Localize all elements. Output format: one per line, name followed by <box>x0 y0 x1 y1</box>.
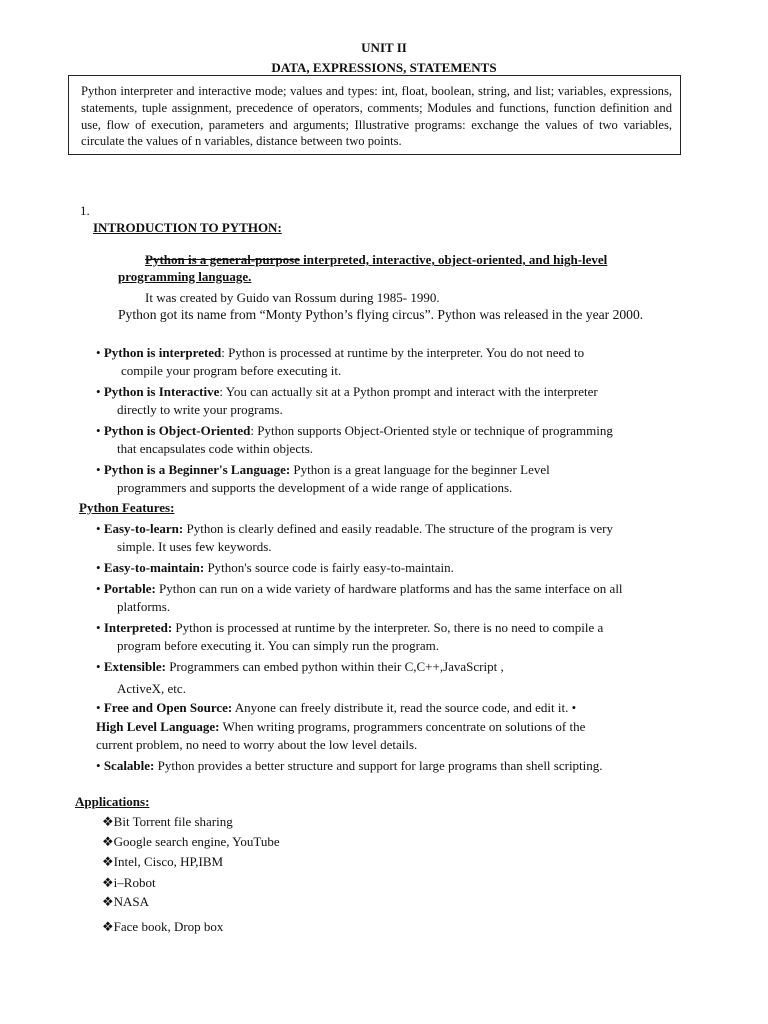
diamond-bullet-icon: ❖ <box>102 919 114 934</box>
list-item: • Python is Interactive: You can actually sit at a Python prompt and interact with the interpreter directly to write your programs. <box>96 384 598 417</box>
diamond-bullet-icon: ❖ <box>102 875 114 890</box>
name-origin-text: Python got its name from “Monty Python’s flying circus”. Python was released in the year 2000. <box>118 307 644 322</box>
definition-line2: programming language. <box>118 269 252 284</box>
section-heading: INTRODUCTION TO PYTHON: <box>93 220 282 235</box>
list-item: • Free and Open Source: Anyone can freely distribute it, read the source code, and edit it. • <box>96 700 577 715</box>
definition-line1 <box>145 252 607 268</box>
list-item: ❖Google search engine, YouTube <box>102 834 280 849</box>
applications-heading: Applications: <box>75 794 150 809</box>
list-item: • Python is a Beginner's Language: Python is a great language for the beginner Level programmers and supports the development of a wide range of applications. <box>96 462 550 495</box>
list-item: • Extensible: Programmers can embed python within their C,C++,JavaScript , ActiveX, etc. <box>96 659 504 696</box>
list-item: • Python is interpreted: Python is processed at runtime by the interpreter. You do not need to compile your program before executing it. <box>96 345 585 378</box>
list-item: ❖Face book, Drop box <box>102 919 224 934</box>
list-item: • Interpreted: Python is processed at runtime by the interpreter. So, there is no need to compile a program before executing it. You can simply run the program. <box>96 620 604 653</box>
syllabus-text: Python interpreter and interactive mode; values and types: int, float, boolean, string, and list; variables, expressions, statements, tuple assignment, precedence of operators, comments; Modules and functions, function definition and use, flow of execution, parameters and arguments; Illustrative programs: exchange the values of two variables, circulate the values of n variables, distance between two points. <box>81 84 672 149</box>
list-item: ❖i–Robot <box>102 875 156 890</box>
list-item: ❖NASA <box>102 894 150 909</box>
diamond-bullet-icon: ❖ <box>102 894 114 909</box>
diamond-bullet-icon: ❖ <box>102 834 114 849</box>
diamond-bullet-icon: ❖ <box>102 814 114 829</box>
definition-rest: interpreted, interactive, object-oriented, and high-level <box>299 252 608 267</box>
list-item: • Easy-to-maintain: Python's source code is fairly easy-to-maintain. <box>96 560 454 575</box>
section-number: 1. <box>80 203 90 218</box>
features-heading: Python Features: <box>79 500 175 515</box>
created-text: It was created by Guido van Rossum during 1985- 1990. <box>145 290 440 305</box>
high-level-item: High Level Language: When writing programs, programmers concentrate on solutions of the current problem, no need to worry about the low level details. <box>96 719 586 752</box>
unit-label: UNIT II <box>361 40 407 55</box>
list-item: • Portable: Python can run on a wide variety of hardware platforms and has the same interface on all platforms. <box>96 581 623 614</box>
list-item: • Easy-to-learn: Python is clearly defined and easily readable. The structure of the program is very simple. It uses few keywords. <box>96 521 613 554</box>
page-title: DATA, EXPRESSIONS, STATEMENTS <box>271 60 497 75</box>
list-item: • Scalable: Python provides a better structure and support for large programs than shell scripting. <box>96 758 603 773</box>
diamond-bullet-icon: ❖ <box>102 854 114 869</box>
list-item: ❖Intel, Cisco, HP,IBM <box>102 854 224 869</box>
syllabus-box <box>68 75 681 155</box>
list-item: • Python is Object-Oriented: Python supports Object-Oriented style or technique of programming that encapsulates code within objects. <box>96 423 613 456</box>
definition-strike: Python is a general-purpose <box>145 252 300 267</box>
list-item: ❖Bit Torrent file sharing <box>102 814 233 829</box>
